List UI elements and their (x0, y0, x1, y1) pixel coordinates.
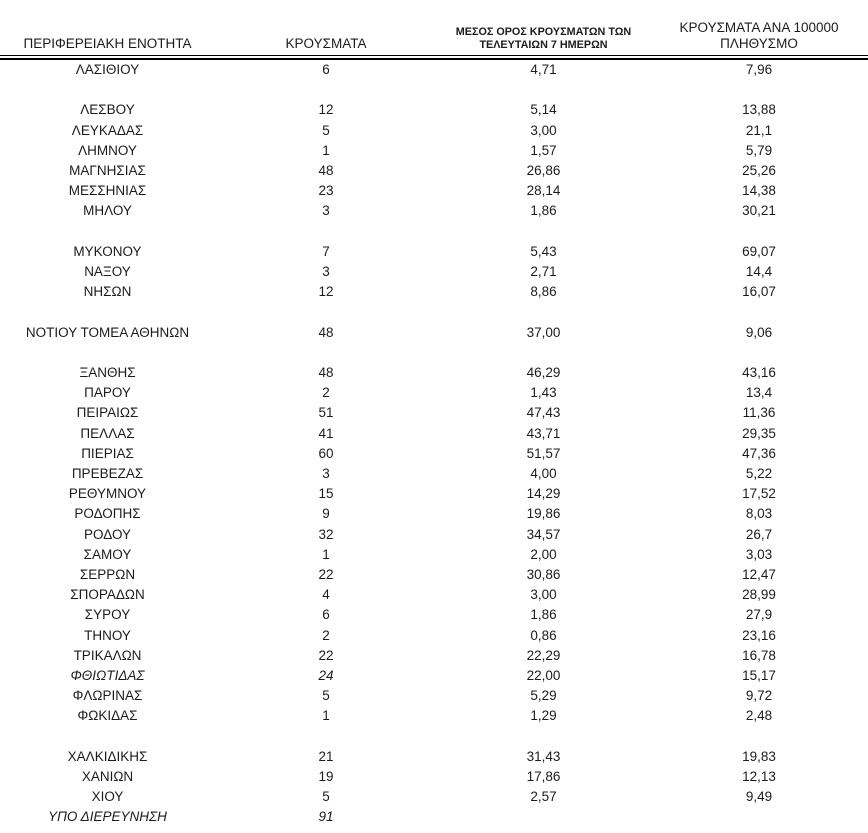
table-row (0, 444, 868, 464)
per100k-cell: 7,96 (745, 61, 773, 77)
per100k-cell: 17,52 (742, 486, 776, 502)
region-cell: ΠΡΕΒΕΖΑΣ (71, 465, 144, 481)
region-cell: ΝΑΞΟΥ (84, 263, 131, 279)
spacer-cell (0, 302, 868, 322)
cases-cell: 22 (318, 566, 334, 582)
cases-cell: 32 (318, 526, 334, 542)
region-cell: ΝΗΣΩΝ (83, 284, 132, 300)
cases-cell: 12 (318, 284, 334, 300)
region-cell: ΥΠΟ ΔΙΕΡΕΥΝΗΣΗ (48, 809, 167, 825)
region-cell: ΠΕΙΡΑΙΩΣ (76, 405, 139, 421)
cases-cell: 51 (318, 405, 334, 421)
region-cell: ΞΑΝΘΗΣ (79, 364, 136, 380)
per100k-cell: 9,72 (745, 688, 773, 704)
avg7-cell: 31,43 (526, 748, 561, 764)
spacer-cell (0, 343, 868, 363)
per100k-cell: 28,99 (742, 587, 776, 603)
table-row (0, 464, 868, 484)
per100k-cell: 3,03 (745, 546, 773, 562)
region-cell: ΡΕΘΥΜΝΟΥ (68, 486, 147, 502)
table-row (0, 100, 868, 120)
region-cell: ΜΥΚΟΝΟΥ (73, 243, 142, 259)
table-row (0, 747, 868, 767)
header-per100k-line1: ΚΡΟΥΣΜΑΤΑ ΑΝΑ 100000 (679, 20, 839, 35)
header-per100k (650, 20, 868, 55)
avg7-cell: 47,43 (526, 405, 561, 421)
header-avg7-line2: ΤΕΛΕΥΤΑΙΩΝ 7 ΗΜΕΡΩΝ (479, 38, 608, 51)
cases-cell: 6 (322, 61, 330, 77)
table-row (0, 242, 868, 262)
header-cases-label: ΚΡΟΥΣΜΑΤΑ (285, 36, 367, 52)
avg7-cell: 1,57 (530, 142, 557, 158)
per100k-cell: 14,4 (745, 263, 773, 279)
table-row (0, 424, 868, 444)
header-row (0, 20, 868, 55)
region-cell: ΣΕΡΡΩΝ (79, 566, 136, 582)
per100k-cell: 11,36 (742, 405, 776, 421)
spacer-row (0, 80, 868, 100)
table-row (0, 403, 868, 423)
cases-cell: 9 (322, 506, 330, 522)
avg7-cell (437, 807, 650, 827)
region-cell: ΛΕΥΚΑΔΑΣ (71, 122, 144, 138)
cases-cell: 91 (318, 809, 334, 825)
table-row (0, 605, 868, 625)
region-cell: ΣΠΟΡΑΔΩΝ (70, 587, 145, 603)
cases-cell: 5 (322, 122, 330, 138)
cases-cell: 60 (318, 445, 334, 461)
region-cell: ΤΡΙΚΑΛΩΝ (73, 647, 142, 663)
cases-cell: 19 (318, 768, 334, 784)
avg7-cell: 28,14 (526, 183, 561, 199)
table-row (0, 706, 868, 726)
avg7-cell: 1,29 (530, 708, 557, 724)
per100k-cell: 5,79 (745, 142, 773, 158)
header-avg7 (437, 20, 650, 55)
avg7-cell: 1,86 (530, 607, 557, 623)
per100k-cell: 16,78 (742, 647, 776, 663)
per100k-cell: 5,22 (745, 465, 773, 481)
region-cell: ΤΗΝΟΥ (84, 627, 131, 643)
header-region-label: ΠΕΡΙΦΕΡΕΙΑΚΗ ΕΝΟΤΗΤΑ (23, 36, 192, 52)
avg7-cell: 4,71 (530, 61, 557, 77)
per100k-cell: 69,07 (742, 243, 776, 259)
avg7-cell: 51,57 (526, 445, 561, 461)
cases-cell: 2 (322, 627, 330, 643)
region-cell: ΦΘΙΩΤΙΔΑΣ (70, 667, 145, 683)
per100k-cell: 47,36 (742, 445, 776, 461)
per100k-cell: 12,47 (742, 566, 776, 582)
cases-cell: 6 (322, 607, 330, 623)
region-cell: ΣΥΡΟΥ (84, 607, 131, 623)
table-row (0, 201, 868, 221)
avg7-cell: 19,86 (526, 506, 561, 522)
table-row (0, 807, 868, 827)
per100k-cell: 23,16 (742, 627, 776, 643)
table-row (0, 141, 868, 161)
table-row (0, 666, 868, 686)
region-cell: ΜΑΓΝΗΣΙΑΣ (69, 162, 146, 178)
cases-cell: 1 (322, 546, 330, 562)
avg7-cell: 3,00 (530, 122, 557, 138)
per100k-cell: 15,17 (742, 667, 776, 683)
cases-cell: 1 (322, 708, 330, 724)
table-row (0, 383, 868, 403)
cases-cell: 48 (318, 324, 334, 340)
table-row (0, 181, 868, 201)
avg7-cell: 37,00 (526, 324, 561, 340)
header-cases (215, 20, 437, 55)
table-row (0, 484, 868, 504)
table-row (0, 363, 868, 383)
region-cell: ΧΑΛΚΙΔΙΚΗΣ (67, 748, 148, 764)
region-cell: ΧΙΟΥ (91, 789, 124, 805)
cases-cell: 48 (318, 364, 334, 380)
spacer-row (0, 343, 868, 363)
cases-cell: 22 (318, 647, 334, 663)
cases-cell: 5 (322, 789, 330, 805)
avg7-cell: 3,00 (530, 587, 557, 603)
spacer-cell (0, 222, 868, 242)
region-cell: ΠΑΡΟΥ (84, 385, 131, 401)
table-row (0, 282, 868, 302)
per100k-cell: 19,83 (742, 748, 776, 764)
table-row (0, 767, 868, 787)
per100k-cell: 9,06 (745, 324, 773, 340)
per100k-cell: 21,1 (745, 122, 773, 138)
per100k-cell: 43,16 (742, 364, 776, 380)
spacer-row (0, 727, 868, 747)
table-row (0, 565, 868, 585)
avg7-cell: 0,86 (530, 627, 557, 643)
region-cell: ΦΛΩΡΙΝΑΣ (72, 688, 143, 704)
region-cell: ΡΟΔΟΥ (83, 526, 132, 542)
cases-cell: 48 (318, 162, 334, 178)
header-region (0, 20, 215, 55)
avg7-cell: 2,57 (530, 789, 557, 805)
cases-cell: 1 (322, 142, 330, 158)
region-cell: ΜΕΣΣΗΝΙΑΣ (68, 183, 147, 199)
cases-cell: 3 (322, 203, 330, 219)
cases-table (0, 20, 868, 828)
region-cell: ΠΙΕΡΙΑΣ (81, 445, 134, 461)
avg7-cell: 5,43 (530, 243, 557, 259)
avg7-cell: 1,43 (530, 385, 557, 401)
avg7-cell: 22,29 (526, 647, 561, 663)
header-per100k-line2: ΠΛΗΘΥΣΜΟ (720, 36, 798, 52)
table-row (0, 646, 868, 666)
cases-cell: 5 (322, 688, 330, 704)
avg7-cell: 46,29 (526, 364, 561, 380)
cases-cell: 3 (322, 465, 330, 481)
table-body (0, 59, 868, 828)
cases-cell: 15 (318, 486, 334, 502)
per100k-cell: 13,88 (742, 102, 776, 118)
cases-cell: 24 (318, 667, 334, 683)
avg7-cell: 2,00 (530, 546, 557, 562)
cases-cell: 3 (322, 263, 330, 279)
cases-cell: 4 (322, 587, 330, 603)
cases-cell: 2 (322, 385, 330, 401)
table-row (0, 787, 868, 807)
table-row (0, 121, 868, 141)
per100k-cell: 9,49 (745, 789, 773, 805)
cases-cell: 41 (318, 425, 334, 441)
per100k-cell: 25,26 (742, 162, 776, 178)
region-cell: ΧΑΝΙΩΝ (81, 768, 134, 784)
table-row (0, 504, 868, 524)
table-row (0, 59, 868, 80)
avg7-cell: 17,86 (526, 768, 561, 784)
table-row (0, 686, 868, 706)
region-cell: ΛΑΣΙΘΙΟΥ (75, 61, 140, 77)
cases-cell: 7 (322, 243, 330, 259)
region-cell: ΣΑΜΟΥ (83, 546, 132, 562)
per100k-cell: 2,48 (745, 708, 773, 724)
per100k-cell: 29,35 (742, 425, 776, 441)
per100k-cell: 26,7 (745, 526, 773, 542)
region-cell: ΜΗΛΟΥ (83, 203, 132, 219)
avg7-cell: 14,29 (526, 486, 561, 502)
avg7-cell: 30,86 (526, 566, 561, 582)
avg7-cell: 22,00 (526, 667, 561, 683)
spacer-cell (0, 727, 868, 747)
per100k-cell: 14,38 (742, 183, 776, 199)
per100k-cell: 30,21 (742, 203, 776, 219)
avg7-cell: 26,86 (526, 162, 561, 178)
per100k-cell: 13,4 (745, 385, 773, 401)
table-row (0, 323, 868, 343)
region-cell: ΛΗΜΝΟΥ (78, 142, 137, 158)
cases-cell: 21 (318, 748, 334, 764)
table-row (0, 525, 868, 545)
avg7-cell: 5,14 (530, 102, 557, 118)
per100k-cell: 8,03 (745, 506, 773, 522)
per100k-cell: 16,07 (742, 284, 776, 300)
per100k-cell: 12,13 (742, 768, 776, 784)
region-cell: ΠΕΛΛΑΣ (80, 425, 135, 441)
table-row (0, 626, 868, 646)
per100k-cell (650, 807, 868, 827)
table-row (0, 161, 868, 181)
region-cell: ΝΟΤΙΟΥ ΤΟΜΕΑ ΑΘΗΝΩΝ (25, 324, 190, 340)
avg7-cell: 5,29 (530, 688, 557, 704)
spacer-row (0, 222, 868, 242)
spacer-cell (0, 80, 868, 100)
table-row (0, 545, 868, 565)
avg7-cell: 34,57 (526, 526, 561, 542)
spacer-row (0, 302, 868, 322)
header-avg7-line1: ΜΕΣΟΣ ΟΡΟΣ ΚΡΟΥΣΜΑΤΩΝ ΤΩΝ (455, 25, 632, 38)
region-cell: ΦΩΚΙΔΑΣ (77, 708, 138, 724)
region-cell: ΡΟΔΟΠΗΣ (74, 506, 141, 522)
region-cell: ΛΕΣΒΟΥ (80, 102, 135, 118)
avg7-cell: 2,71 (530, 263, 557, 279)
table-row (0, 262, 868, 282)
per100k-cell: 27,9 (745, 607, 773, 623)
cases-cell: 12 (318, 102, 334, 118)
cases-cell: 23 (318, 183, 334, 199)
avg7-cell: 4,00 (530, 465, 557, 481)
avg7-cell: 1,86 (530, 203, 557, 219)
avg7-cell: 43,71 (526, 425, 561, 441)
avg7-cell: 8,86 (530, 284, 557, 300)
table-row (0, 585, 868, 605)
